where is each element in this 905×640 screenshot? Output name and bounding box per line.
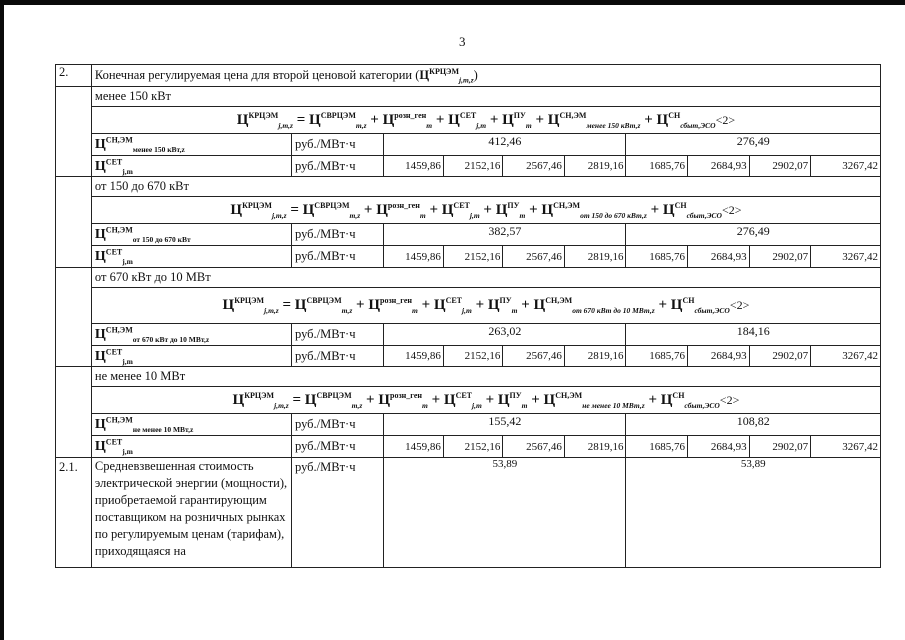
price-cell: 1685,76 xyxy=(626,156,688,177)
formula-lhs: $Ц^{КРЦЭМ}_{j,m,z}$ xyxy=(236,110,293,130)
value-left: 382,57 xyxy=(384,224,626,246)
formula-term-sn-em: $Ц^{СН,ЭМ}_{менее 150 кВт,z}$ xyxy=(547,110,641,130)
formula-term-rozn-gen: $Ц^{розн\_ген}_m$ xyxy=(376,200,426,220)
formula-term-sn-em: $Ц^{СН,ЭМ}_{от 150 до 670 кВт,z}$ xyxy=(541,200,647,220)
unit-label: руб./МВт·ч xyxy=(291,345,383,366)
sn-em-symbol xyxy=(91,323,291,345)
formula-term-rozn-gen: $Ц^{розн\_ген}_m$ xyxy=(378,390,428,410)
table-row xyxy=(56,436,881,457)
price-cell: 1685,76 xyxy=(626,345,688,366)
table-body xyxy=(56,65,881,568)
formula: $Ц^{КРЦЭМ}_{j,m,z} = Ц^{СВРЦЭМ}_{m,z} + Ц^{розн\_ген}_m + Ц^{СЕТ}_{j,m} + Ц^{ПУ}_m + Ц^{СН,ЭМ}_{от 150 до 670 кВт,z} + Ц^{СН}_{сбыт,ЭСО}<2>$ xyxy=(91,197,880,224)
price-cell: 2152,16 xyxy=(443,436,503,457)
table-row xyxy=(56,367,881,387)
price-cell: 2567,46 xyxy=(503,156,565,177)
table-row xyxy=(56,156,881,177)
set-term: $Ц^{СЕТ}_{j,m}$ xyxy=(94,247,133,266)
formula-term-pu: $Ц^{ПУ}_m$ xyxy=(495,200,526,220)
sn-em-symbol xyxy=(91,414,291,436)
empty-cell xyxy=(56,177,92,267)
price-cell: 2152,16 xyxy=(443,345,503,366)
price-cell: 1459,86 xyxy=(384,345,444,366)
sn-em-term: $Ц^{СН,ЭМ}_{не менее 10 МВт,z}$ xyxy=(94,415,194,435)
formula-term-set: $Ц^{СЕТ}_{j,m}$ xyxy=(441,200,480,220)
price-cell: 2152,16 xyxy=(443,156,503,177)
range-label: от 670 кВт до 10 МВт xyxy=(91,267,880,287)
price-cell: 2819,16 xyxy=(564,345,626,366)
price-cell: 2567,46 xyxy=(503,246,565,267)
value-left: 263,02 xyxy=(384,323,626,345)
empty-cell xyxy=(56,367,92,457)
formula-term-sn-sbyt: $Ц^{СН}_{сбыт,ЭСО}$ xyxy=(662,200,722,220)
table-row xyxy=(56,87,881,107)
price-cell: 1685,76 xyxy=(626,246,688,267)
title-symbol: $Ц^{КРЦЭМ}_{j,m,z}$ xyxy=(419,66,474,85)
range-label: от 150 до 670 кВт xyxy=(91,177,880,197)
empty-cell xyxy=(56,267,92,366)
table-row xyxy=(56,414,881,436)
scan-edge-top xyxy=(0,0,905,5)
sn-em-symbol xyxy=(91,224,291,246)
set-symbol xyxy=(91,345,291,366)
formula-term-sn-em: $Ц^{СН,ЭМ}_{от 670 кВт до 10 МВт,z}$ xyxy=(533,295,655,315)
price-cell: 2819,16 xyxy=(564,436,626,457)
value-left: 412,46 xyxy=(384,134,626,156)
price-cell: 1459,86 xyxy=(384,246,444,267)
price-cell: 2684,93 xyxy=(688,345,750,366)
tariff-table xyxy=(55,64,881,568)
formula: $Ц^{КРЦЭМ}_{j,m,z} = Ц^{СВРЦЭМ}_{m,z} + Ц^{розн\_ген}_m + Ц^{СЕТ}_{j,m} + Ц^{ПУ}_m + Ц^{СН,ЭМ}_{менее 150 кВт,z} + Ц^{СН}_{сбыт,ЭСО}<2>$ xyxy=(91,107,880,134)
price-cell: 2684,93 xyxy=(688,156,750,177)
set-term: $Ц^{СЕТ}_{j,m}$ xyxy=(94,157,133,176)
formula-term-rozn-gen: $Ц^{розн\_ген}_m$ xyxy=(382,110,433,130)
value-left: 53,89 xyxy=(384,457,626,567)
price-cell: 1685,76 xyxy=(626,436,688,457)
table-row xyxy=(56,457,881,567)
unit-label: руб./МВт·ч xyxy=(291,156,383,177)
set-symbol xyxy=(91,436,291,457)
unit-label: руб./МВт·ч xyxy=(291,414,383,436)
price-cell: 3267,42 xyxy=(811,246,881,267)
sn-em-term: $Ц^{СН,ЭМ}_{от 150 до 670 кВт}$ xyxy=(94,225,191,245)
table-row xyxy=(56,224,881,246)
price-cell: 2684,93 xyxy=(688,246,750,267)
price-cell: 2902,07 xyxy=(749,246,811,267)
formula-term-set: $Ц^{СЕТ}_{j,m}$ xyxy=(448,110,487,130)
table-row xyxy=(56,345,881,366)
formula-term-sn-em: $Ц^{СН,ЭМ}_{не менее 10 МВт,z}$ xyxy=(543,390,645,410)
price-cell: 2684,93 xyxy=(688,436,750,457)
price-cell: 2902,07 xyxy=(749,156,811,177)
section-number: 2. xyxy=(56,65,92,87)
price-cell: 3267,42 xyxy=(811,345,881,366)
price-cell: 1459,86 xyxy=(384,156,444,177)
section-title: Конечная регулируемая цена для второй ценовой категории $(Ц^{КРЦЭМ}_{j,m,z})$ xyxy=(91,65,880,87)
sn-em-term: $Ц^{СН,ЭМ}_{менее 150 кВт,z}$ xyxy=(94,135,185,154)
formula-term-svrcem: $Ц^{СВРЦЭМ}_{m,z}$ xyxy=(309,110,367,130)
scan-edge-left xyxy=(0,0,4,640)
value-right: 108,82 xyxy=(626,414,881,436)
table-row xyxy=(56,107,881,134)
price-cell: 2819,16 xyxy=(564,156,626,177)
table-row xyxy=(56,287,881,323)
formula-term-pu: $Ц^{ПУ}_m$ xyxy=(502,110,532,130)
table-row xyxy=(56,177,881,197)
value-right: 276,49 xyxy=(626,224,881,246)
formula-term-set: $Ц^{СЕТ}_{j,m}$ xyxy=(433,295,472,315)
formula-term-sn-sbyt: $Ц^{СН}_{сбыт,ЭСО}$ xyxy=(660,390,720,410)
set-symbol xyxy=(91,246,291,267)
empty-cell xyxy=(56,87,92,177)
formula: $Ц^{КРЦЭМ}_{j,m,z} = Ц^{СВРЦЭМ}_{m,z} + Ц^{розн\_ген}_m + Ц^{СЕТ}_{j,m} + Ц^{ПУ}_m + Ц^{СН,ЭМ}_{от 670 кВт до 10 МВт,z} + Ц^{СН}_{сбыт,ЭСО}<2>$ xyxy=(91,287,880,323)
sn-em-symbol xyxy=(91,134,291,156)
table-row xyxy=(56,323,881,345)
price-cell: 1459,86 xyxy=(384,436,444,457)
unit-label: руб./МВт·ч xyxy=(291,436,383,457)
price-cell: 2902,07 xyxy=(749,436,811,457)
formula-term-sn-sbyt: $Ц^{СН}_{сбыт,ЭСО}$ xyxy=(670,295,730,315)
formula-term-svrcem: $Ц^{СВРЦЭМ}_{m,z}$ xyxy=(294,295,353,315)
section-number: 2.1. xyxy=(56,457,92,567)
price-cell: 2819,16 xyxy=(564,246,626,267)
unit-label: руб./МВт·ч xyxy=(291,134,383,156)
price-cell: 2567,46 xyxy=(503,436,565,457)
section-text: Средневзвешенная стоимость электрической энергии (мощности), приобретаемой гарантирующим поставщиком на розничных рынках по регулируемым ценам (тарифам), приходящаяся на xyxy=(91,457,291,567)
formula-term-svrcem: $Ц^{СВРЦЭМ}_{m,z}$ xyxy=(302,200,361,220)
table-row xyxy=(56,246,881,267)
range-label: менее 150 кВт xyxy=(91,87,880,107)
price-cell: 2902,07 xyxy=(749,345,811,366)
table-row xyxy=(56,65,881,87)
set-term: $Ц^{СЕТ}_{j,m}$ xyxy=(94,437,133,456)
table-row xyxy=(56,267,881,287)
formula: $Ц^{КРЦЭМ}_{j,m,z} = Ц^{СВРЦЭМ}_{m,z} + Ц^{розн\_ген}_m + Ц^{СЕТ}_{j,m} + Ц^{ПУ}_m + Ц^{СН,ЭМ}_{не менее 10 МВт,z} + Ц^{СН}_{сбыт,ЭСО}<2>$ xyxy=(91,387,880,414)
value-left: 155,42 xyxy=(384,414,626,436)
set-term: $Ц^{СЕТ}_{j,m}$ xyxy=(94,346,133,366)
formula-term-pu: $Ц^{ПУ}_m$ xyxy=(487,295,518,315)
price-cell: 2152,16 xyxy=(443,246,503,267)
formula-lhs: $Ц^{КРЦЭМ}_{j,m,z}$ xyxy=(232,390,289,410)
table-row xyxy=(56,134,881,156)
price-cell: 3267,42 xyxy=(811,156,881,177)
set-symbol xyxy=(91,156,291,177)
value-right: 276,49 xyxy=(626,134,881,156)
formula-term-pu: $Ц^{ПУ}_m$ xyxy=(497,390,528,410)
range-label: не менее 10 МВт xyxy=(91,367,880,387)
formula-term-set: $Ц^{СЕТ}_{j,m}$ xyxy=(443,390,482,410)
page-number: 3 xyxy=(459,34,466,49)
unit-label: руб./МВт·ч xyxy=(291,224,383,246)
value-right: 53,89 xyxy=(626,457,881,567)
formula-term-rozn-gen: $Ц^{розн\_ген}_m$ xyxy=(368,295,418,315)
sn-em-term: $Ц^{СН,ЭМ}_{от 670 кВт до 10 МВт,z}$ xyxy=(94,325,210,344)
table-row xyxy=(56,197,881,224)
unit-label: руб./МВт·ч xyxy=(291,323,383,345)
table-row xyxy=(56,387,881,414)
formula-term-svrcem: $Ц^{СВРЦЭМ}_{m,z}$ xyxy=(304,390,363,410)
formula-term-sn-sbyt: $Ц^{СН}_{сбыт,ЭСО}$ xyxy=(656,110,716,130)
formula-lhs: $Ц^{КРЦЭМ}_{j,m,z}$ xyxy=(230,200,287,220)
price-cell: 2567,46 xyxy=(503,345,565,366)
price-cell: 3267,42 xyxy=(811,436,881,457)
unit-label: руб./МВт·ч xyxy=(291,457,383,567)
formula-lhs: $Ц^{КРЦЭМ}_{j,m,z}$ xyxy=(222,295,279,315)
value-right: 184,16 xyxy=(626,323,881,345)
unit-label: руб./МВт·ч xyxy=(291,246,383,267)
